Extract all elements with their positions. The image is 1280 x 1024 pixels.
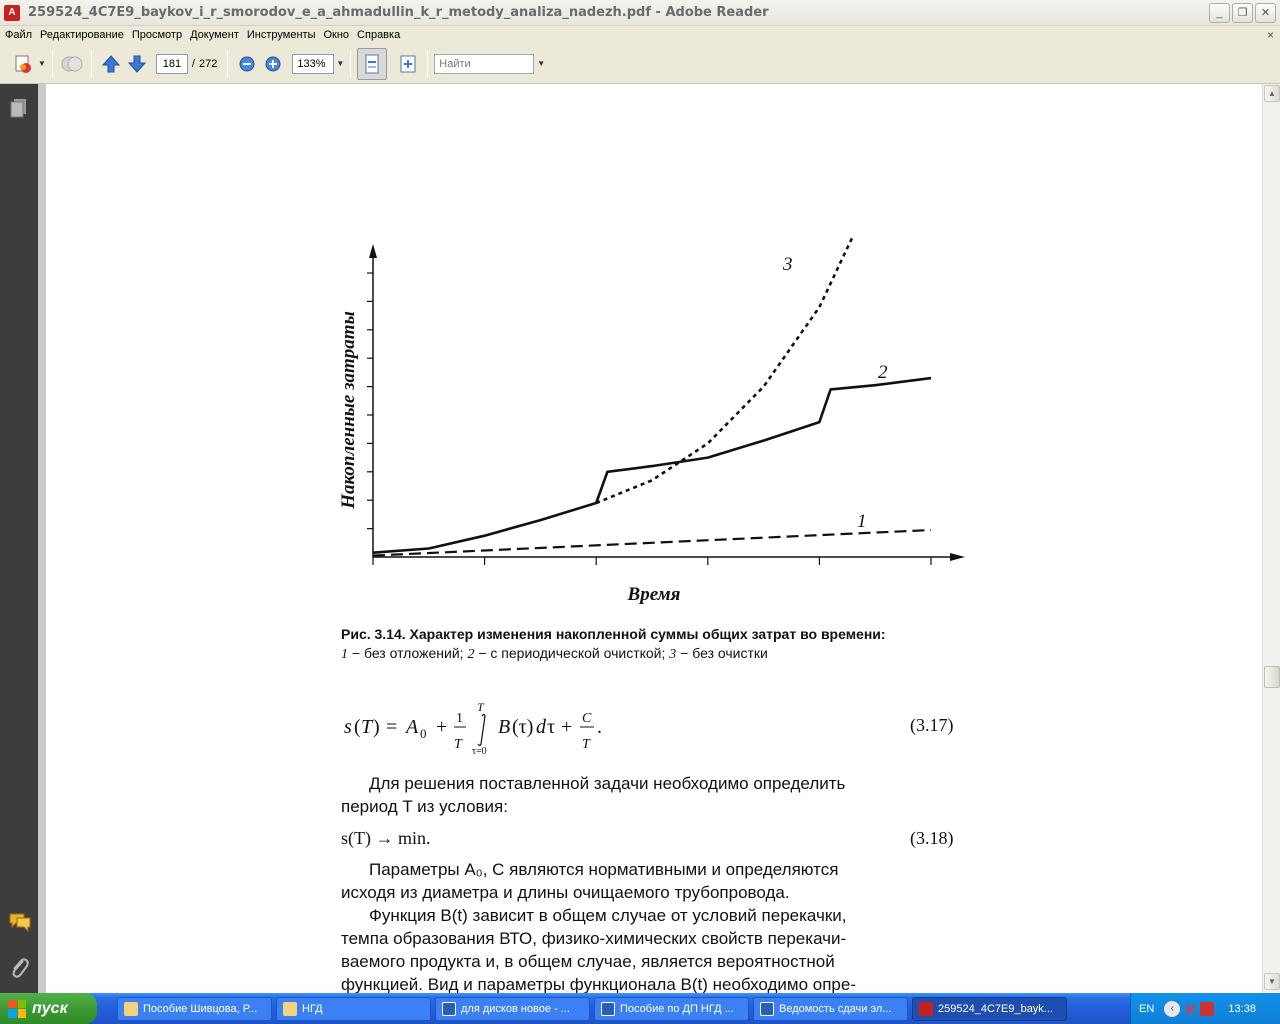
system-tray [1130, 993, 1280, 1024]
equation-3-18: s(T) → min. [341, 828, 431, 848]
search-input[interactable] [434, 54, 534, 74]
page-total: 272 [198, 57, 218, 70]
page-number-input[interactable] [156, 54, 188, 74]
title-bar [0, 0, 1280, 26]
pages-icon[interactable] [9, 98, 29, 118]
legend-number-1: 1 [341, 647, 348, 662]
paragraph-line: период T из условия: [341, 797, 508, 816]
menu-edit[interactable]: Редактирование [40, 29, 124, 41]
legend-number-2: 2 [467, 647, 475, 662]
fit-page-button[interactable] [357, 48, 387, 80]
language-indicator[interactable]: EN [1139, 1002, 1155, 1015]
folder-icon [124, 1002, 138, 1016]
windows-logo-icon [8, 1000, 26, 1018]
svg-text:T: T [477, 700, 484, 714]
toolbar-separator [427, 51, 428, 77]
taskbar-item-label: Пособие по ДП НГД ... [620, 1002, 734, 1015]
menu-document[interactable]: Документ [190, 29, 239, 41]
taskbar-item[interactable] [117, 997, 272, 1021]
equation-number-3-18: (3.18) [910, 828, 954, 848]
clock: 13:38 [1228, 1002, 1256, 1015]
svg-text:1: 1 [456, 711, 463, 726]
toolbar-separator [350, 51, 351, 77]
start-label: пуск [32, 999, 68, 1017]
svg-text:+: + [436, 716, 448, 738]
create-pdf-icon[interactable] [12, 53, 34, 75]
paragraph-line: темпа образования ВТО, физико-химических свойств перекачи- [341, 929, 847, 948]
svg-text:T: T [361, 716, 373, 738]
taskbar-item-label: для дисков новое - ... [461, 1002, 570, 1015]
curve-label-1: 1 [857, 511, 867, 532]
collaborate-icon[interactable] [61, 53, 83, 75]
svg-text:C: C [582, 711, 592, 726]
paragraph-line: ваемого продукта и, в общем случае, является вероятностной [341, 952, 835, 971]
curve-label-2: 2 [878, 362, 888, 383]
svg-text:B: B [498, 716, 511, 738]
equation-number-3-17: (3.17) [910, 715, 954, 735]
start-button[interactable] [0, 993, 97, 1024]
paragraph-line: Параметры A₀, C являются нормативными и определяются [369, 860, 839, 879]
folder-icon [283, 1002, 297, 1016]
legend-text-2: − с периодической очисткой; [474, 645, 670, 661]
document-close-button[interactable]: × [1266, 28, 1274, 42]
menu-view[interactable]: Просмотр [131, 29, 183, 41]
paragraph-line: функцией. Вид и параметры функционала B(t) необходимо опре- [341, 975, 857, 993]
toolbar-separator [91, 51, 92, 77]
zoom-level-input[interactable] [292, 54, 334, 74]
taskbar-item-label: Ведомость сдачи эл... [779, 1002, 892, 1015]
search-dropdown-icon[interactable]: ▼ [537, 59, 546, 68]
toolbar [0, 44, 1280, 84]
svg-text:τ: τ [547, 716, 556, 738]
menu-help[interactable]: Справка [357, 29, 401, 41]
taskbar-item-label: 259524_4C7E9_bayk... [938, 1002, 1053, 1015]
svg-text:=: = [386, 716, 398, 738]
legend-text-1: − без отложений; [348, 645, 468, 661]
paragraph-line: Для решения поставленной задачи необходимо определить [369, 774, 846, 793]
page-separator: / [191, 57, 195, 70]
curve-label-3: 3 [783, 254, 793, 275]
zoom-dropdown-icon[interactable]: ▼ [336, 59, 345, 68]
create-pdf-dropdown-icon[interactable]: ▼ [38, 59, 46, 68]
page-shadow [38, 84, 46, 993]
previous-page-icon[interactable] [100, 53, 122, 75]
paragraph-line: Функция B(t) зависит в общем случае от условий перекачки, [369, 906, 847, 925]
svg-text:): ) [373, 716, 380, 738]
menu-window[interactable]: Окно [323, 29, 350, 41]
legend-text-3: − без очистки [676, 645, 768, 661]
window-controls [1209, 3, 1276, 23]
scrollbar-thumb[interactable] [1264, 666, 1280, 688]
antivirus-icon[interactable]: K [1186, 1000, 1197, 1017]
word-icon [442, 1002, 456, 1016]
taskbar-item-label: НГД [302, 1002, 323, 1015]
minimize-button[interactable]: _ [1209, 3, 1230, 23]
scroll-down-icon[interactable]: ▼ [1264, 973, 1280, 990]
figure-caption-title: Рис. 3.14. Характер изменения накопленной суммы общих затрат во времени: [341, 626, 886, 642]
taskbar-item[interactable] [753, 997, 908, 1021]
toolbar-separator [227, 51, 228, 77]
next-page-icon[interactable] [126, 53, 148, 75]
menu-bar [0, 26, 1280, 44]
menu-file[interactable]: Файл [5, 29, 33, 41]
navigation-panel [0, 84, 38, 993]
svg-text:d: d [536, 716, 546, 738]
taskbar-item[interactable] [435, 997, 590, 1021]
pdf-icon [919, 1002, 933, 1016]
zoom-in-icon[interactable] [262, 53, 284, 75]
maximize-button[interactable]: ❐ [1232, 3, 1253, 23]
taskbar-item-active[interactable] [912, 997, 1067, 1021]
attachments-icon[interactable] [9, 956, 29, 976]
window-title: 259524_4C7E9_baykov_i_r_smorodov_e_a_ahmadullin_k_r_metody_analiza_nadezh.pdf - Adobe Reader [28, 5, 769, 20]
svg-text:τ=0: τ=0 [472, 746, 487, 757]
fit-width-icon[interactable] [397, 53, 419, 75]
figure-caption-legend [341, 645, 768, 663]
legend-number-3: 3 [669, 647, 677, 662]
taskbar-item[interactable] [594, 997, 749, 1021]
svg-text:A: A [406, 716, 419, 738]
taskbar-item-label: Пособие Шивцова, Р... [143, 1002, 258, 1015]
equation-3-17 [340, 698, 640, 758]
close-button[interactable]: ✕ [1255, 3, 1276, 23]
svg-text:(: ( [354, 716, 361, 738]
vertical-scrollbar[interactable] [1262, 84, 1280, 993]
document-view [38, 84, 1262, 993]
svg-text:(τ): (τ) [512, 716, 534, 738]
svg-text:0: 0 [420, 726, 427, 741]
tray-chevron-icon[interactable]: ‹ [1164, 1001, 1180, 1017]
x-axis-label: Время [627, 584, 681, 605]
adobe-reader-icon: A [4, 5, 20, 21]
zoom-out-icon[interactable] [236, 53, 258, 75]
scroll-up-icon[interactable]: ▲ [1264, 85, 1280, 102]
svg-text:+: + [561, 716, 573, 738]
svg-text:.: . [597, 716, 602, 738]
comments-icon[interactable] [9, 912, 29, 932]
taskbar-item[interactable] [276, 997, 431, 1021]
svg-text:T: T [582, 737, 590, 752]
tray-app-icon[interactable] [1200, 1002, 1214, 1016]
toolbar-separator [52, 51, 53, 77]
taskbar [0, 993, 1280, 1024]
paragraph-line: исходя из диаметра и длины очищаемого трубопровода. [341, 883, 790, 902]
y-axis-label: Накопленные затраты [338, 311, 359, 509]
svg-text:T: T [454, 737, 462, 752]
word-icon [760, 1002, 774, 1016]
word-icon [601, 1002, 615, 1016]
svg-text:s: s [344, 716, 352, 738]
menu-tools[interactable]: Инструменты [246, 29, 316, 41]
